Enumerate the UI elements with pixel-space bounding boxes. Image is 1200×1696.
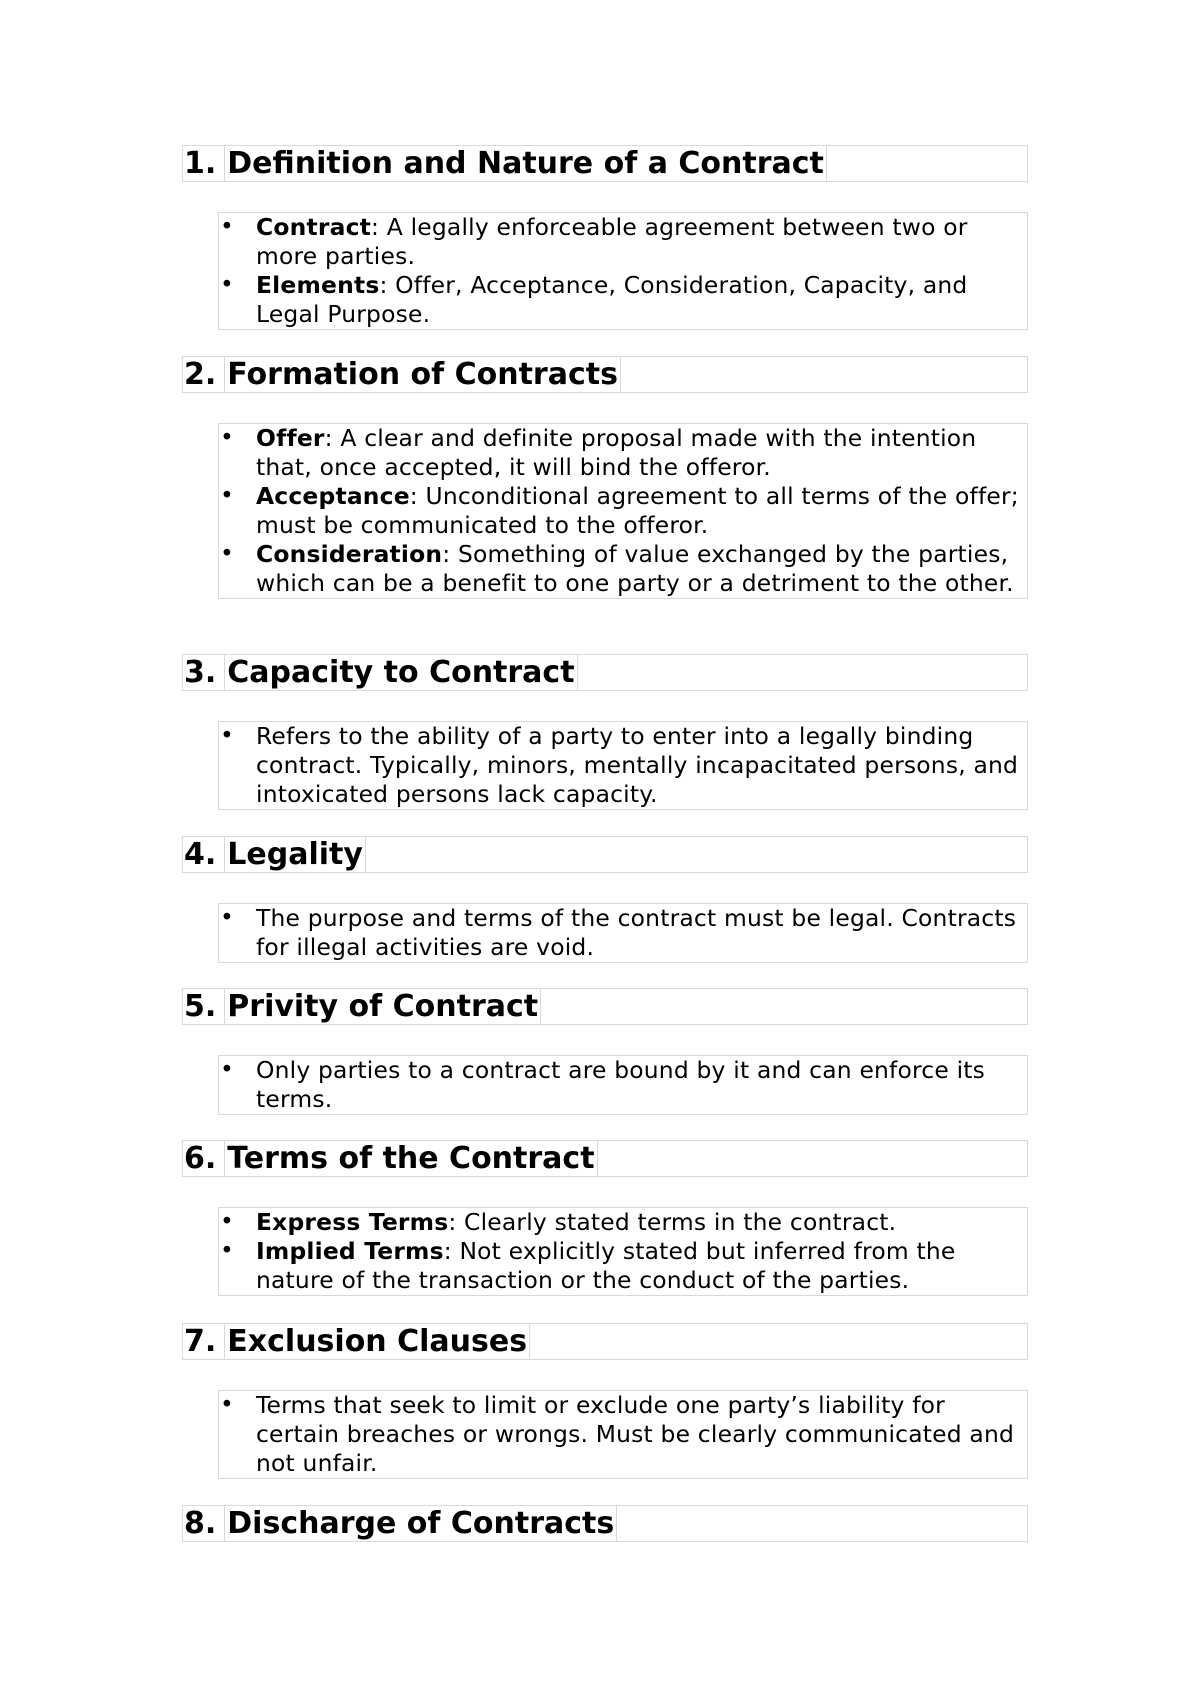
bullet-list [219,424,1027,598]
section-number: 5. [183,989,225,1024]
list-item [219,540,1027,598]
section-title: Capacity to Contract [227,655,575,690]
section-legality [182,836,1028,961]
item-text: : Not explicitly stated but inferred from the nature of the transaction or the conduct of the parties. [256,1237,956,1294]
item-text: : A clear and definite proposal made with the intention that, once accepted, it will bind the offeror. [256,424,977,481]
item-term: Offer [256,424,325,452]
bullet-list [219,1391,1027,1478]
bullet-list [219,213,1027,329]
section-heading [183,1506,617,1541]
section-capacity [182,654,1028,808]
bullet-icon: • [220,214,234,240]
bullet-icon: • [220,1209,234,1235]
item-text: Refers to the ability of a party to enter into a legally binding contract. Typically, minors, mentally incapacitated persons, and intoxicated persons lack capacity. [256,722,1019,808]
section-heading [183,989,541,1024]
list-item [219,1208,1027,1237]
bullet-icon: • [220,541,234,567]
section-formation [182,356,1028,597]
section-heading-row [182,356,1028,393]
section-heading-row [182,145,1028,182]
section-title: Legality [227,837,363,872]
list-item [219,271,1027,329]
section-discharge [182,1505,1028,1542]
item-term: Express Terms [256,1208,449,1236]
bullet-icon: • [220,1238,234,1264]
section-title: Discharge of Contracts [227,1506,615,1541]
item-text: : A legally enforceable agreement between two or more parties. [256,213,968,270]
section-heading [183,357,621,392]
section-number: 6. [183,1141,225,1176]
section-heading [183,1324,530,1359]
section-title: Formation of Contracts [227,357,618,392]
list-item [219,1237,1027,1295]
bullet-icon: • [220,1392,234,1418]
section-privity [182,988,1028,1113]
section-list-box [218,423,1028,599]
item-text: Terms that seek to limit or exclude one party’s liability for certain breaches or wrongs. Must be clearly communicated and not unfair. [256,1391,1015,1477]
item-text: Only parties to a contract are bound by it and can enforce its terms. [256,1056,986,1113]
bullet-icon: • [220,425,234,451]
section-heading-row [182,836,1028,873]
section-number: 4. [183,837,225,872]
item-text: : Offer, Acceptance, Consideration, Capacity, and Legal Purpose. [256,271,968,328]
section-number: 1. [183,146,225,181]
section-list-box [218,1207,1028,1296]
section-list-box [218,1055,1028,1115]
bullet-list [219,904,1027,962]
item-text: The purpose and terms of the contract must be legal. Contracts for illegal activities are void. [256,904,1017,961]
list-item [219,1056,1027,1114]
section-heading-row [182,654,1028,691]
bullet-list [219,722,1027,809]
section-number: 8. [183,1506,225,1541]
section-number: 2. [183,357,225,392]
section-heading-row [182,988,1028,1025]
list-item [219,722,1027,809]
section-number: 3. [183,655,225,690]
section-number: 7. [183,1324,225,1359]
bullet-icon: • [220,1057,234,1083]
bullet-icon: • [220,483,234,509]
list-item [219,482,1027,540]
item-term: Implied Terms [256,1237,444,1265]
section-heading-row [182,1323,1028,1360]
item-term: Elements [256,271,380,299]
item-term: Contract [256,213,372,241]
section-heading [183,146,827,181]
section-heading [183,655,578,690]
item-text: : Unconditional agreement to all terms of the offer; must be communicated to the offeror. [256,482,1019,539]
section-title: Terms of the Contract [227,1141,595,1176]
item-term: Consideration [256,540,443,568]
list-item [219,1391,1027,1478]
item-text: : Something of value exchanged by the parties, which can be a benefit to one party or a detriment to the other. [256,540,1014,597]
section-list-box [218,903,1028,963]
section-heading-row [182,1140,1028,1177]
bullet-list [219,1056,1027,1114]
bullet-icon: • [220,272,234,298]
section-exclusion [182,1323,1028,1477]
section-list-box [218,212,1028,330]
section-title: Privity of Contract [227,989,539,1024]
section-list-box [218,721,1028,810]
list-item [219,904,1027,962]
section-definition [182,145,1028,328]
section-heading-row [182,1505,1028,1542]
item-text: : Clearly stated terms in the contract. [448,1208,897,1236]
section-heading [183,1141,598,1176]
section-terms [182,1140,1028,1294]
item-term: Acceptance [256,482,410,510]
section-title: Exclusion Clauses [227,1324,528,1359]
bullet-icon: • [220,905,234,931]
bullet-list [219,1208,1027,1295]
section-title: Definition and Nature of a Contract [227,146,824,181]
bullet-icon: • [220,723,234,749]
list-item [219,424,1027,482]
section-list-box [218,1390,1028,1479]
list-item [219,213,1027,271]
section-heading [183,837,366,872]
